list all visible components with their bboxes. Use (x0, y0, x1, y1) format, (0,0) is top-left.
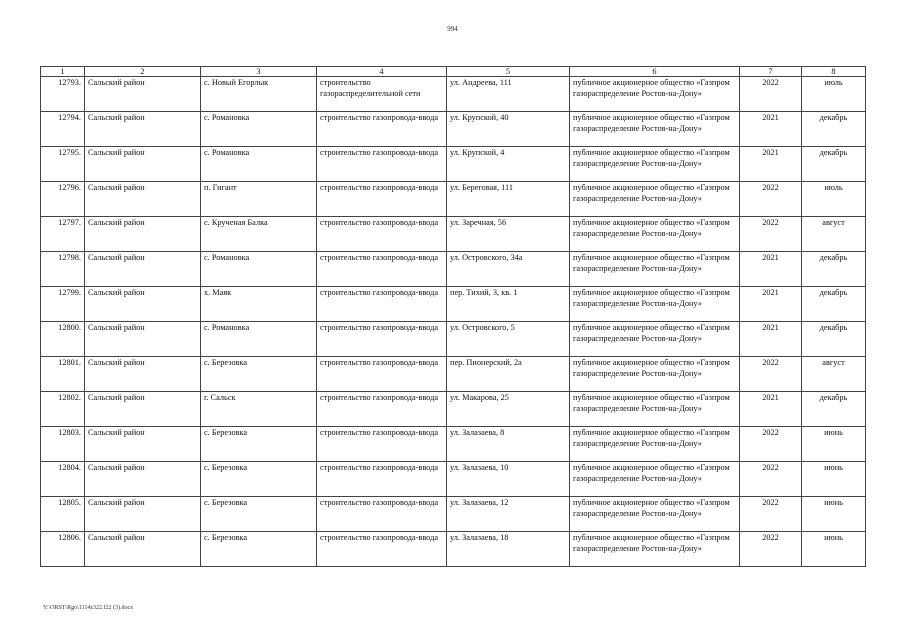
row-number-cell: 12805. (41, 497, 85, 532)
work-type-cell: строительство газопровода-ввода (317, 392, 447, 427)
settlement-cell: с. Романовка (201, 322, 317, 357)
settlement-cell: с. Березовка (201, 462, 317, 497)
settlement-cell: с. Романовка (201, 147, 317, 182)
address-cell: ул. Залазаева, 10 (447, 462, 570, 497)
organization-cell: публичное акционерное общество «Газпром газораспределение Ростов-на-Дону» (570, 287, 740, 322)
month-cell: декабрь (802, 147, 866, 182)
district-cell: Сальский район (85, 147, 201, 182)
settlement-cell: с. Березовка (201, 357, 317, 392)
month-cell: июнь (802, 462, 866, 497)
row-number-cell: 12800. (41, 322, 85, 357)
column-header: 8 (802, 67, 866, 77)
row-number-cell: 12806. (41, 532, 85, 567)
row-number-cell: 12799. (41, 287, 85, 322)
year-cell: 2021 (740, 322, 802, 357)
year-cell: 2022 (740, 462, 802, 497)
district-cell: Сальский район (85, 287, 201, 322)
district-cell: Сальский район (85, 322, 201, 357)
organization-cell: публичное акционерное общество «Газпром газораспределение Ростов-на-Дону» (570, 462, 740, 497)
settlement-cell: п. Гигант (201, 182, 317, 217)
table-row (41, 357, 866, 392)
settlement-cell: с. Березовка (201, 497, 317, 532)
organization-cell: публичное акционерное общество «Газпром газораспределение Ростов-на-Дону» (570, 427, 740, 462)
table-row (41, 112, 866, 147)
table-row (41, 252, 866, 287)
row-number-cell: 12798. (41, 252, 85, 287)
row-number-cell: 12804. (41, 462, 85, 497)
file-path-footer: Y:\ORST\Rgo\1114z322.f22 (3).docx (43, 605, 134, 611)
column-header: 1 (41, 67, 85, 77)
year-cell: 2022 (740, 532, 802, 567)
work-type-cell: строительство газопровода-ввода (317, 112, 447, 147)
row-number-cell: 12796. (41, 182, 85, 217)
work-type-cell: строительство газопровода-ввода (317, 497, 447, 532)
column-header: 4 (317, 67, 447, 77)
month-cell: декабрь (802, 287, 866, 322)
district-cell: Сальский район (85, 217, 201, 252)
organization-cell: публичное акционерное общество «Газпром газораспределение Ростов-на-Дону» (570, 182, 740, 217)
address-cell: ул. Залазаева, 12 (447, 497, 570, 532)
address-cell: пер. Пионерский, 2а (447, 357, 570, 392)
settlement-cell: с. Крученая Балка (201, 217, 317, 252)
district-cell: Сальский район (85, 462, 201, 497)
year-cell: 2021 (740, 147, 802, 182)
address-cell: ул. Макарова, 25 (447, 392, 570, 427)
year-cell: 2021 (740, 392, 802, 427)
settlement-cell: с. Романовка (201, 252, 317, 287)
settlement-cell: х. Маяк (201, 287, 317, 322)
address-cell: ул. Островского, 34а (447, 252, 570, 287)
page-number: 994 (447, 25, 458, 33)
column-header: 7 (740, 67, 802, 77)
year-cell: 2022 (740, 217, 802, 252)
table-row (41, 147, 866, 182)
month-cell: август (802, 217, 866, 252)
settlement-cell: с. Романовка (201, 112, 317, 147)
month-cell: июль (802, 77, 866, 112)
address-cell: ул. Залазаева, 8 (447, 427, 570, 462)
settlement-cell: г. Сальск (201, 392, 317, 427)
work-type-cell: строительство газопровода-ввода (317, 427, 447, 462)
row-number-cell: 12797. (41, 217, 85, 252)
year-cell: 2022 (740, 77, 802, 112)
table-body (41, 77, 866, 567)
work-type-cell: строительство газопровода-ввода (317, 357, 447, 392)
row-number-cell: 12794. (41, 112, 85, 147)
gasification-table (40, 66, 866, 567)
year-cell: 2021 (740, 112, 802, 147)
work-type-cell: строительство газопровода-ввода (317, 182, 447, 217)
table-row (41, 497, 866, 532)
organization-cell: публичное акционерное общество «Газпром газораспределение Ростов-на-Дону» (570, 112, 740, 147)
row-number-cell: 12803. (41, 427, 85, 462)
row-number-cell: 12795. (41, 147, 85, 182)
district-cell: Сальский район (85, 532, 201, 567)
row-number-cell: 12802. (41, 392, 85, 427)
table-row (41, 532, 866, 567)
table-row (41, 217, 866, 252)
column-header: 5 (447, 67, 570, 77)
month-cell: август (802, 357, 866, 392)
table-row (41, 392, 866, 427)
address-cell: ул. Крупской, 4 (447, 147, 570, 182)
column-header: 3 (201, 67, 317, 77)
work-type-cell: строительство газопровода-ввода (317, 532, 447, 567)
table-row (41, 427, 866, 462)
organization-cell: публичное акционерное общество «Газпром газораспределение Ростов-на-Дону» (570, 532, 740, 567)
month-cell: декабрь (802, 322, 866, 357)
table-row (41, 322, 866, 357)
settlement-cell: с. Березовка (201, 532, 317, 567)
address-cell: ул. Андреева, 111 (447, 77, 570, 112)
month-cell: июнь (802, 427, 866, 462)
month-cell: июль (802, 182, 866, 217)
table-row (41, 182, 866, 217)
work-type-cell: строительство газопровода-ввода (317, 462, 447, 497)
year-cell: 2021 (740, 252, 802, 287)
year-cell: 2022 (740, 182, 802, 217)
table-row (41, 462, 866, 497)
organization-cell: публичное акционерное общество «Газпром газораспределение Ростов-на-Дону» (570, 77, 740, 112)
address-cell: ул. Береговая, 111 (447, 182, 570, 217)
organization-cell: публичное акционерное общество «Газпром газораспределение Ростов-на-Дону» (570, 392, 740, 427)
district-cell: Сальский район (85, 357, 201, 392)
column-header: 6 (570, 67, 740, 77)
year-cell: 2022 (740, 357, 802, 392)
organization-cell: публичное акционерное общество «Газпром газораспределение Ростов-на-Дону» (570, 497, 740, 532)
settlement-cell: с. Березовка (201, 427, 317, 462)
row-number-cell: 12801. (41, 357, 85, 392)
work-type-cell: строительство газопровода-ввода (317, 147, 447, 182)
organization-cell: публичное акционерное общество «Газпром газораспределение Ростов-на-Дону» (570, 217, 740, 252)
address-cell: ул. Крупской, 40 (447, 112, 570, 147)
month-cell: декабрь (802, 112, 866, 147)
row-number-cell: 12793. (41, 77, 85, 112)
district-cell: Сальский район (85, 497, 201, 532)
month-cell: июнь (802, 532, 866, 567)
settlement-cell: с. Новый Егорлык (201, 77, 317, 112)
year-cell: 2021 (740, 287, 802, 322)
district-cell: Сальский район (85, 112, 201, 147)
year-cell: 2022 (740, 497, 802, 532)
month-cell: декабрь (802, 252, 866, 287)
table-row (41, 287, 866, 322)
organization-cell: публичное акционерное общество «Газпром газораспределение Ростов-на-Дону» (570, 252, 740, 287)
organization-cell: публичное акционерное общество «Газпром газораспределение Ростов-на-Дону» (570, 357, 740, 392)
organization-cell: публичное акционерное общество «Газпром газораспределение Ростов-на-Дону» (570, 147, 740, 182)
column-header: 2 (85, 67, 201, 77)
table-header-row (41, 67, 866, 77)
work-type-cell: строительство газопровода-ввода (317, 322, 447, 357)
district-cell: Сальский район (85, 392, 201, 427)
month-cell: декабрь (802, 392, 866, 427)
district-cell: Сальский район (85, 77, 201, 112)
district-cell: Сальский район (85, 252, 201, 287)
month-cell: июнь (802, 497, 866, 532)
address-cell: ул. Островского, 5 (447, 322, 570, 357)
address-cell: пер. Тихий, 3, кв. 1 (447, 287, 570, 322)
work-type-cell: строительство газопровода-ввода (317, 217, 447, 252)
district-cell: Сальский район (85, 427, 201, 462)
address-cell: ул. Залазаева, 18 (447, 532, 570, 567)
year-cell: 2022 (740, 427, 802, 462)
district-cell: Сальский район (85, 182, 201, 217)
work-type-cell: строительство газопровода-ввода (317, 252, 447, 287)
table-row (41, 77, 866, 112)
work-type-cell: строительство газораспределительной сети (317, 77, 447, 112)
work-type-cell: строительство газопровода-ввода (317, 287, 447, 322)
organization-cell: публичное акционерное общество «Газпром газораспределение Ростов-на-Дону» (570, 322, 740, 357)
address-cell: ул. Заречная, 56 (447, 217, 570, 252)
